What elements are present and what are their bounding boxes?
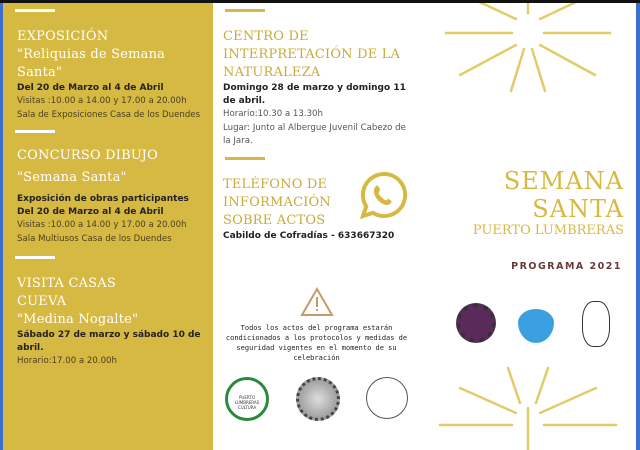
section-concurso [15, 147, 201, 246]
cofradia-lamb-logo [296, 377, 340, 421]
divider [225, 9, 265, 12]
dates: Sábado 27 de marzo y sábado 10 de abril. [17, 330, 201, 353]
dates: Del 20 de Marzo al 4 de Abril [17, 207, 164, 217]
whatsapp-icon [358, 170, 410, 222]
brochure [0, 3, 640, 450]
dates: Del 20 de Marzo al 4 de Abril [17, 83, 164, 93]
divider [15, 130, 55, 133]
right-edge [636, 3, 640, 450]
section-subtitle: "Medina Nogalte" [17, 312, 139, 327]
location: Sala de Exposiciones Casa de los Duendes [17, 109, 201, 120]
hours: Visitas :10.00 a 14.00 y 17.00 a 20.00h [17, 220, 187, 230]
cover-panel [420, 3, 636, 450]
section-title: TELÉFONO DE INFORMACIÓN SOBRE ACTOS [223, 176, 331, 228]
location: Lugar: Junto al Albergue Juvenil Cabezo de la Jara. [223, 122, 406, 146]
section-exposicion [15, 28, 201, 122]
cofradia-cross-logo [456, 303, 496, 343]
cover-title [473, 167, 624, 239]
section-title: CENTRO DE INTERPRETACIÓN DE LA NATURALEZA [223, 29, 401, 80]
section-title: CONCURSO DIBUJO [17, 148, 158, 163]
cofradia-alpha-omega-logo [366, 377, 408, 419]
cultura-logo [225, 377, 269, 421]
section-subtitle: "Semana Santa" [17, 170, 127, 185]
logos [223, 377, 410, 421]
title-line-1: SEMANA [503, 167, 624, 195]
left-panel [3, 3, 213, 450]
divider [15, 256, 55, 259]
description: Exposición de obras participantes [17, 194, 189, 204]
dates: Domingo 28 de marzo y domingo 11 de abril. [223, 83, 406, 106]
section-telefono [223, 176, 410, 243]
section-subtitle: "Reliquias de Semana Santa" [17, 47, 166, 80]
contact-phone: Cabildo de Cofradías - 633667320 [223, 230, 395, 241]
hours: Horario:10.30 a 13.30h [223, 109, 323, 119]
divider [225, 157, 265, 160]
section-visita [15, 275, 201, 369]
logo-text: PUERTO LUMBRERAS CULTURA [234, 394, 260, 410]
hours: Visitas :10.00 a 14.00 y 17.00 a 20.00h [17, 96, 187, 106]
cofradia-crown-logo [582, 301, 610, 347]
middle-panel [213, 3, 420, 450]
program-label: PROGRAMA 2021 [511, 261, 622, 272]
section-centro [223, 28, 410, 149]
cover-subtitle: PUERTO LUMBRERAS [472, 223, 624, 238]
location: Sala Multiusos Casa de los Duendes [17, 233, 172, 244]
section-title: EXPOSICIÓN [17, 29, 109, 44]
divider [15, 9, 55, 12]
warning-icon [300, 287, 334, 317]
safety-notice: Todos los actos del programa estarán condicionados a los protocolos y medidas de seguridad vigentes en el momento de su celebración [225, 323, 408, 362]
section-title: VISITA CASAS CUEVA [17, 276, 116, 309]
title-line-2: SANTA [532, 195, 624, 223]
hours: Horario:17.00 a 20.00h [17, 356, 117, 366]
